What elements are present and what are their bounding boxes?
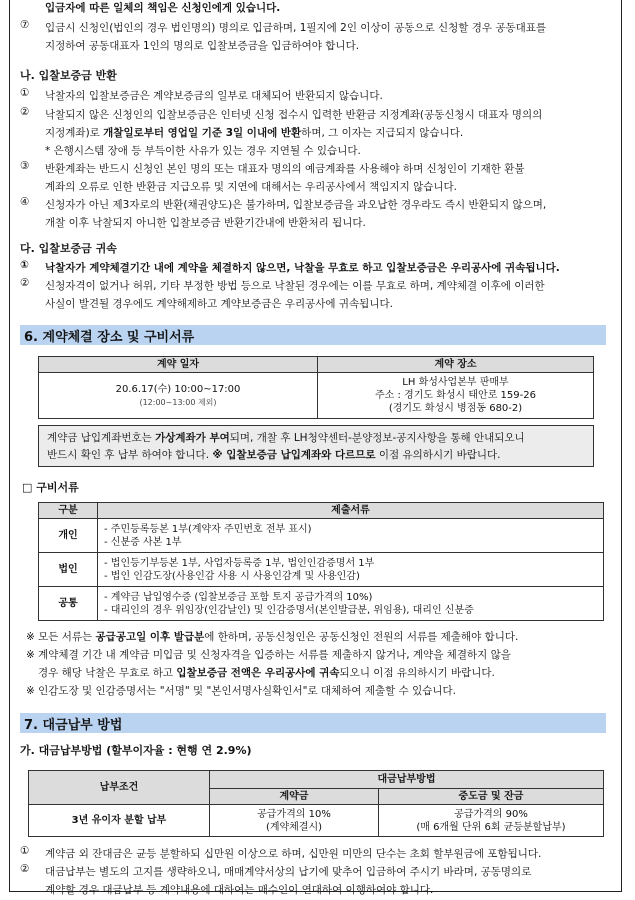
- section7-header: [20, 713, 606, 733]
- place-line: 주소 : 경기도 화성시 태안로 159-26: [375, 390, 536, 401]
- header-rest: 중도금 및 잔금: [379, 789, 604, 805]
- forfeit-heading: 다. 입찰보증금 귀속: [20, 242, 117, 255]
- section7-title: 7. 대금납부 방법: [24, 718, 123, 733]
- payment-subheading: 가. 대금납부방법 (할부이자율 : 현행 연 2.9%): [20, 744, 252, 757]
- notice-line: [47, 430, 585, 447]
- text-span: 이점 유의하시기 바랍니다.: [375, 449, 501, 461]
- docs-heading: □ 구비서류: [22, 481, 79, 494]
- doc-type: 법인: [39, 553, 98, 587]
- paragraph-line: * 은행시스템 장애 등 부득이한 사유가 있는 경우 지연될 수 있습니다.: [45, 145, 361, 157]
- doc-type: 공통: [39, 587, 98, 621]
- paragraph-line: 낙찰자가 계약체결기간 내에 계약을 체결하지 않으면, 낙찰을 무효로 하고 입찰보증금은 우리공사에 귀속됩니다.: [45, 262, 560, 274]
- payment-condition: 3년 유이자 분할 납부: [29, 805, 210, 837]
- header-type: 구분: [39, 503, 98, 519]
- documents-table: [38, 502, 604, 621]
- text-span: 에 한하며, 공동신청인은 공동신청인 전원의 서류를 제출해야 합니다.: [204, 631, 519, 643]
- doc-line: - 법인 인감도장(사용인감 사용 시 사용인감계 및 사용인감): [104, 570, 360, 582]
- doc-line: - 법인등기부등본 1부, 사업자등록증 1부, 법인인감증명서 1부: [104, 557, 375, 569]
- note-line: [26, 628, 616, 646]
- rest-line: 공급가격의 90%: [454, 808, 528, 820]
- table-row: [39, 553, 604, 587]
- note-line: ※ 인감도장 및 인감증명서는 "서명" 및 "본인서명사실확인서"로 대체하여 제출할 수 있습니다.: [26, 685, 456, 697]
- item-number: ①: [20, 845, 30, 857]
- top-line: 입금자에 따른 일체의 책임은 신청인에게 있습니다.: [45, 2, 281, 14]
- emphasis-text: ※ 입찰보증금 납입계좌와 다르므로: [212, 449, 376, 461]
- emphasis-text: 개찰일로부터 영업일 기준 3일 이내에 반환: [103, 127, 302, 139]
- item-number: ①: [20, 259, 29, 271]
- text-span: 되며, 개찰 후 LH청약센터-분양정보-공지사항을 통해 안내되오니: [229, 432, 525, 444]
- place-line: LH 화성사업본부 판매부: [402, 377, 509, 388]
- paragraph-line: 반환계좌는 반드시 신청인 본인 명의 또는 대표자 명의의 예금계좌를 사용해야 하며 신청인이 기재한 환불: [45, 163, 525, 175]
- paragraph-line: 사실이 발견될 경우에도 계약해제하고 계약보증금은 우리공사에 귀속됩니다.: [45, 298, 393, 310]
- doc-line: - 계약금 납입영수증 (입찰보증금 포함 토지 공급가격의 10%): [104, 591, 373, 603]
- contract-table: [38, 356, 594, 419]
- item-number: ②: [20, 863, 30, 875]
- payment-table: [28, 770, 604, 837]
- item-number: ②: [20, 277, 30, 289]
- note-line: ※ 계약체결 기간 내 계약금 미입금 및 신청자격을 입증하는 서류를 제출하지 않거나, 계약을 체결하지 않을: [26, 649, 511, 661]
- item-number: ①: [20, 87, 30, 99]
- paragraph-line: 대금납부는 별도의 고지를 생략하오니, 매매계약서상의 납기에 맞추어 입금하여 주시기 바라며, 공동명의로: [45, 866, 532, 878]
- doc-line: - 주민등록등본 1부(계약자 주민번호 전부 표시): [104, 523, 312, 535]
- text-span: 계약금 납입계좌번호는: [47, 432, 156, 444]
- deposit-cell: [210, 805, 379, 837]
- paragraph-line: 낙찰되지 않은 신청인의 입찰보증금은 인터넷 신청 접수시 입력한 반환금 지정계좌(공동신청시 대표자 명의의: [45, 109, 543, 121]
- section6-title: 6. 계약체결 장소 및 구비서류: [24, 330, 195, 345]
- text-span: 경우 해당 낙찰은 무효로 하고: [38, 667, 177, 679]
- doc-list: [98, 553, 604, 587]
- item-number: ③: [20, 160, 30, 172]
- item-number: ⑦: [20, 19, 30, 31]
- text-span: 지정계좌)로: [45, 127, 104, 139]
- header-contract-date: 계약 일자: [39, 357, 318, 373]
- emphasis-text: 입찰보증금 전액은 우리공사에 귀속: [176, 667, 340, 679]
- paragraph-line: 계좌의 오류로 인한 반환금 지급오류 및 지연에 대해서는 우리공사에서 책임지지 않습니다.: [45, 181, 458, 193]
- text-span: 되오니 이점 유의하시기 바랍니다.: [339, 667, 495, 679]
- header-contract-place: 계약 장소: [318, 357, 594, 373]
- contract-date: 20.6.17(수) 10:00~17:00: [115, 383, 241, 395]
- paragraph-line: 지정하여 공동대표자 1인의 명의로 입찰보증금을 입금하여야 합니다.: [45, 40, 360, 52]
- paragraph-line: 계약할 경우 대금납부 등 계약내용에 대하여는 매수인이 연대하여 이행하여야 합니다.: [45, 884, 434, 896]
- header-deposit: 계약금: [210, 789, 379, 805]
- rest-cell: [379, 805, 604, 837]
- item-number: ④: [20, 196, 30, 208]
- note-line: [38, 664, 628, 682]
- doc-list: [98, 519, 604, 553]
- text-span: 반드시 확인 후 납부 하여야 합니다.: [47, 449, 213, 461]
- doc-list: [98, 587, 604, 621]
- place-line: (경기도 화성시 병점동 680-2): [388, 403, 523, 414]
- notice-box: [38, 425, 594, 467]
- contract-date-cell: [39, 373, 318, 419]
- text-span: 하며, 그 이자는 지급되지 않습니다.: [301, 127, 464, 139]
- emphasis-text: 공급공고일 이후 발급분: [95, 631, 205, 643]
- rest-line: (매 6개월 단위 6회 균등분할납부): [416, 821, 566, 833]
- item-number: ②: [20, 106, 30, 118]
- deposit-line: 공급가격의 10%: [257, 808, 331, 820]
- paragraph-line: 개찰 이후 낙찰되지 아니한 입찰보증금 반환기간내에 반환처리 됩니다.: [45, 217, 366, 229]
- doc-line: - 신분증 사본 1부: [104, 536, 182, 548]
- refund-heading: 나. 입찰보증금 반환: [20, 69, 117, 82]
- paragraph-line: 신청자가 아닌 제3자로의 반환(채권양도)은 불가하며, 입찰보증금을 과오납한 경우라도 즉시 반환되지 않으며,: [45, 199, 547, 211]
- paragraph-line: 신청자격이 없거나 허위, 기타 부정한 방법 등으로 낙찰된 경우에는 이를 무효로 하며, 계약체결 이후에 이러한: [45, 280, 545, 292]
- contract-place-cell: [318, 373, 594, 419]
- contract-date-note: (12:00~13:00 제외): [139, 397, 217, 407]
- deposit-line: (계약체결시): [265, 821, 323, 833]
- table-row: [39, 519, 604, 553]
- text-span: ※ 모든 서류는: [26, 631, 96, 643]
- doc-line: - 대리인의 경우 위임장(인감날인) 및 인감증명서(본인발급분, 위임용), 대리인 신분증: [104, 604, 474, 616]
- header-method: 대금납부방법: [210, 771, 604, 789]
- paragraph-line: [45, 124, 611, 142]
- table-row: [39, 587, 604, 621]
- paragraph-line: 계약금 외 잔대금은 균등 분할하되 십만원 이상으로 하며, 십만원 미만의 단수는 초회 할부원금에 포함됩니다.: [45, 848, 542, 860]
- paragraph-line: 낙찰자의 입찰보증금은 계약보증금의 일부로 대체되어 반환되지 않습니다.: [45, 90, 383, 102]
- header-documents: 제출서류: [98, 503, 604, 519]
- paragraph-line: 입금시 신청인(법인의 경우 법인명의) 명의로 입금하며, 1필지에 2인 이상이 공동으로 신청할 경우 공동대표를: [45, 22, 547, 34]
- emphasis-text: 가상계좌가 부여: [155, 432, 230, 444]
- header-condition: 납부조건: [29, 771, 210, 805]
- notice-line: [47, 447, 585, 464]
- section6-header: [20, 325, 606, 345]
- doc-type: 개인: [39, 519, 98, 553]
